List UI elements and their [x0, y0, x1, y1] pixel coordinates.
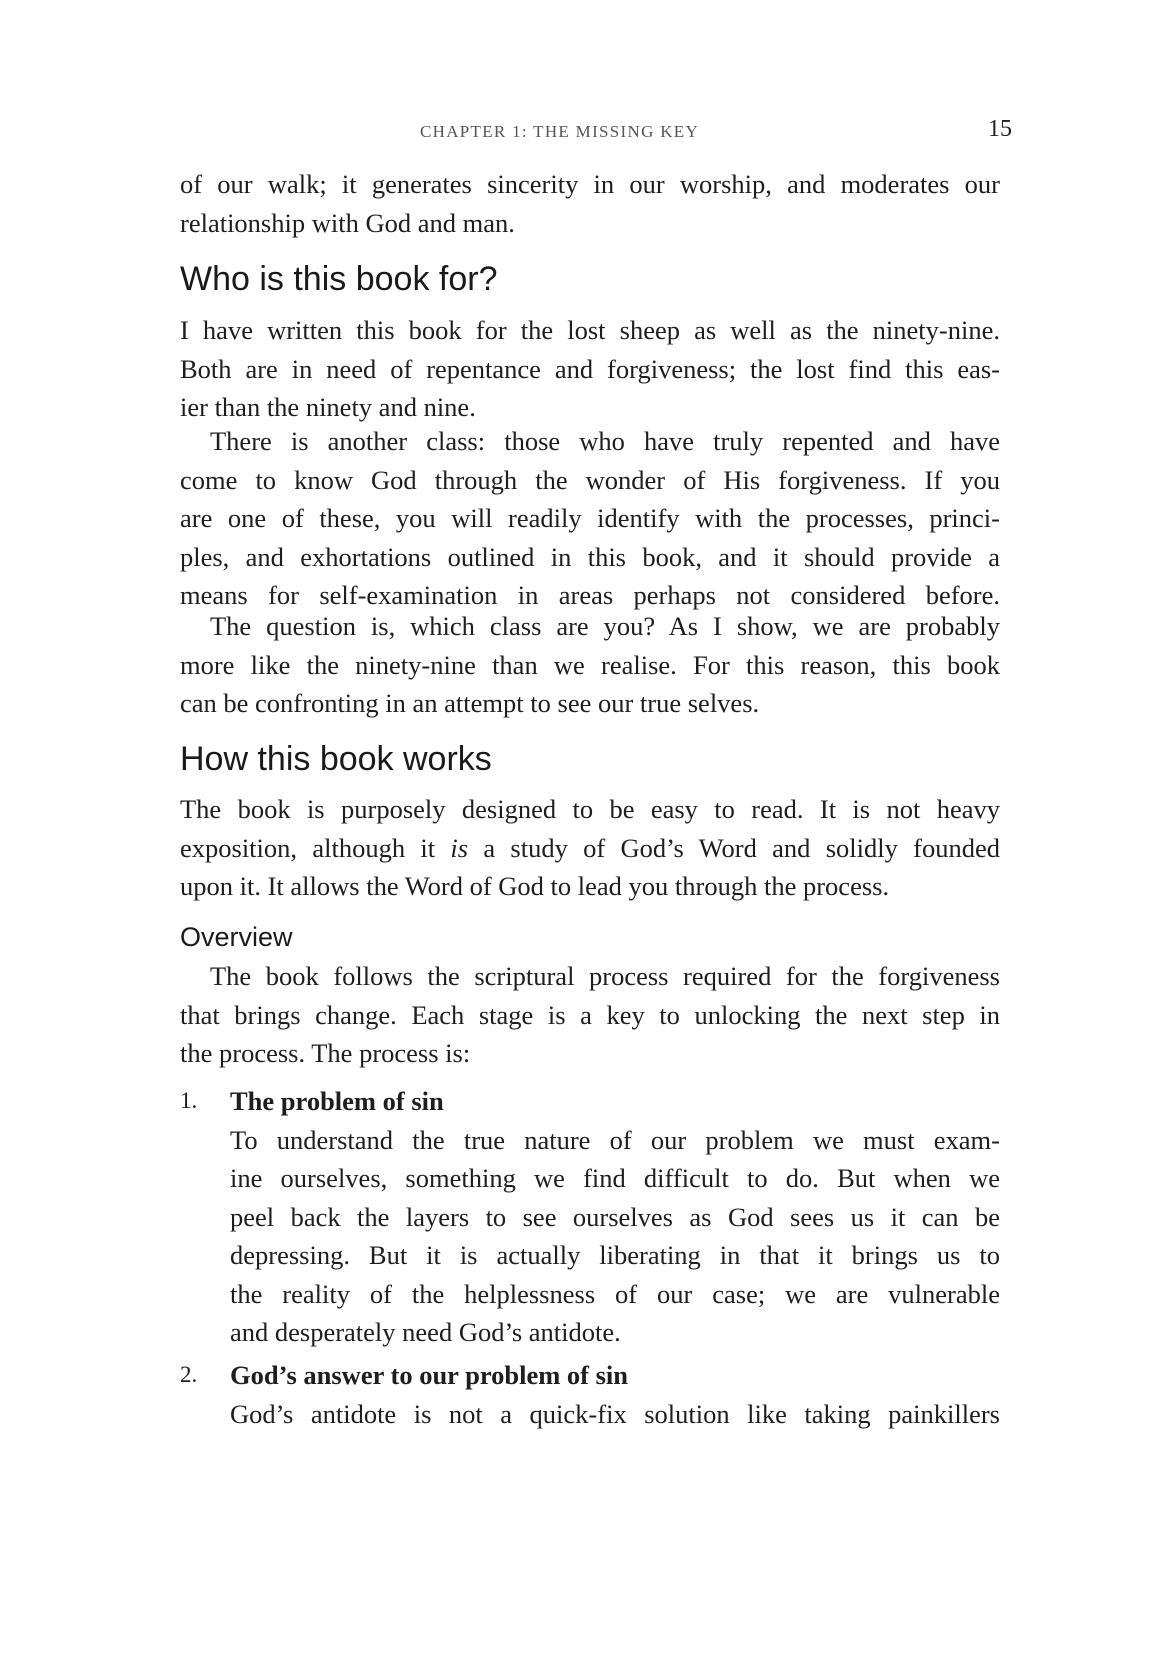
text-span: exposition, although it [180, 832, 451, 863]
text-line: I have written this book for the lost sheep as well as the ninety-nine. [180, 315, 1000, 345]
text-line: There is another class: those who have truly repented and have [210, 426, 1000, 456]
section-heading-who: Who is this book for? [180, 260, 498, 298]
text-line: relationship with God and man. [180, 207, 515, 238]
emphasis-word: is [450, 832, 469, 863]
text-line: the reality of the helplessness of our case; we are vulnerable [230, 1278, 1000, 1309]
text-line: The book is purposely designed to be easy to read. It is not heavy [180, 794, 1000, 824]
text-line: ine ourselves, something we find difficult to do. But when we [230, 1163, 1000, 1193]
section-heading-how: How this book works [180, 740, 492, 778]
text-line: Both are in need of repentance and forgiveness; the lost find this eas- [180, 353, 1000, 384]
text-line: God’s antidote is not a quick-fix solution like taking painkillers [230, 1398, 1000, 1429]
text-line: means for self-examination in areas perhaps not considered before. [180, 580, 1000, 610]
subheading-overview: Overview [180, 922, 293, 952]
list-item-body [230, 1082, 1000, 1352]
intro-paragraph [180, 165, 1000, 242]
text-line [180, 829, 1000, 868]
text-line: peel back the layers to see ourselves as God sees us it can be [230, 1201, 1000, 1232]
list-item-title: God’s answer to our problem of sin [230, 1360, 629, 1390]
list-item-title: The problem of sin [230, 1086, 444, 1116]
text-line: more like the ninety-nine than we realise. For this reason, this book [180, 649, 1000, 680]
text-line: are one of these, you will readily identify with the processes, princi- [180, 503, 1000, 533]
list-number: 2. [180, 1362, 198, 1387]
text-line: ier than the ninety and nine. [180, 392, 476, 422]
list-number: 1. [180, 1088, 198, 1113]
list-item-body [230, 1356, 1000, 1433]
text-line: upon it. It allows the Word of God to lead you through the process. [180, 871, 890, 901]
how-paragraph-1 [180, 790, 1000, 906]
who-paragraph-1 [180, 311, 1000, 427]
text-line: The question is, which class are you? As I show, we are probably [210, 611, 1000, 641]
running-head: CHAPTER 1: THE MISSING KEY [420, 122, 700, 141]
who-paragraph-2 [180, 422, 1000, 615]
text-line: come to know God through the wonder of His forgiveness. If you [180, 464, 1000, 495]
text-line: The book follows the scriptural process required for the forgiveness [210, 961, 1000, 991]
text-line: depressing. But it is actually liberating in that it brings us to [230, 1240, 1000, 1270]
text-line: the process. The process is: [180, 1038, 471, 1068]
text-line: and desperately need God’s antidote. [230, 1317, 621, 1347]
page-number: 15 [988, 116, 1012, 142]
text-line: can be confronting in an attempt to see our true selves. [180, 688, 760, 718]
overview-paragraph [180, 957, 1000, 1073]
text-line: of our walk; it generates sincerity in our worship, and moderates our [180, 169, 1000, 199]
text-line: To understand the true nature of our problem we must exam- [230, 1124, 1000, 1155]
who-paragraph-3 [180, 607, 1000, 723]
text-span: a study of God’s Word and solidly founded [468, 832, 1001, 863]
text-line: ples, and exhortations outlined in this book, and it should provide a [180, 541, 1000, 572]
text-line: that brings change. Each stage is a key to unlocking the next step in [180, 999, 1000, 1030]
